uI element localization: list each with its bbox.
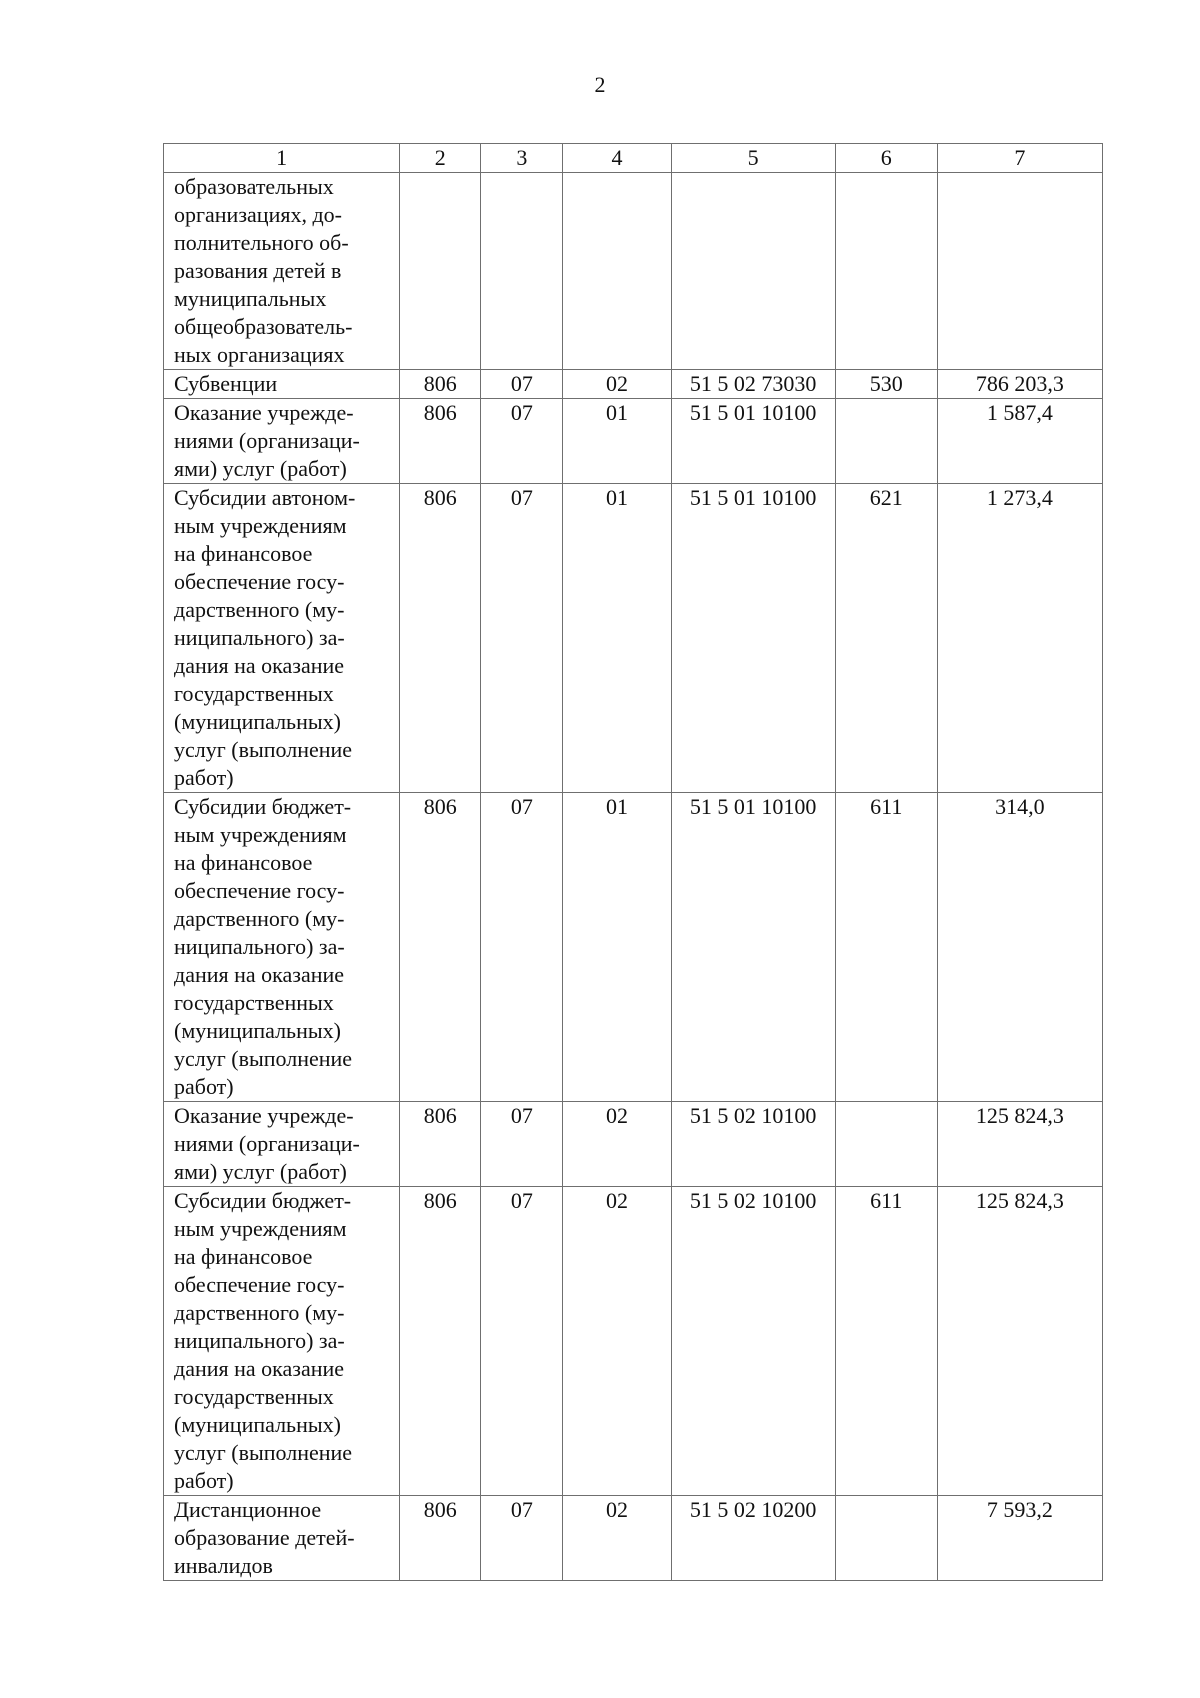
cell-name-line: работ) <box>174 1468 234 1493</box>
cell-admin-code: 806 <box>400 793 481 1102</box>
cell-amount: 7 593,2 <box>937 1496 1102 1581</box>
cell-amount: 125 824,3 <box>937 1187 1102 1496</box>
column-header-1: 1 <box>164 144 400 173</box>
cell-name-line: ниципального) за- <box>174 625 345 650</box>
cell-name <box>164 1102 400 1187</box>
cell-subsection: 01 <box>563 399 671 484</box>
budget-table <box>163 143 1103 1581</box>
cell-target-article: 51 5 01 10100 <box>671 399 835 484</box>
table-row <box>164 1187 1103 1496</box>
column-header-3: 3 <box>481 144 563 173</box>
cell-name <box>164 370 400 399</box>
cell-target-article: 51 5 01 10100 <box>671 793 835 1102</box>
cell-name-line: Дистанционное <box>174 1497 322 1522</box>
column-header-2: 2 <box>400 144 481 173</box>
cell-name-line: общеобразователь- <box>174 314 353 339</box>
cell-name-line: образование детей- <box>174 1525 355 1550</box>
cell-name-line: дания на оказание <box>174 962 345 987</box>
header-row <box>164 144 1103 173</box>
cell-name-line: на финансовое <box>174 850 313 875</box>
cell-name <box>164 1187 400 1496</box>
cell-amount: 1 273,4 <box>937 484 1102 793</box>
cell-admin-code: 806 <box>400 1496 481 1581</box>
table-row <box>164 1102 1103 1187</box>
cell-subsection: 01 <box>563 793 671 1102</box>
cell-admin-code: 806 <box>400 399 481 484</box>
cell-admin-code: 806 <box>400 1102 481 1187</box>
cell-target-article: 51 5 02 10200 <box>671 1496 835 1581</box>
cell-name-line: обеспечение госу- <box>174 569 345 594</box>
cell-expense-type <box>835 1102 937 1187</box>
cell-section: 07 <box>481 1187 563 1496</box>
cell-expense-type <box>835 173 937 370</box>
cell-name-line: организациях, до- <box>174 202 342 227</box>
cell-expense-type: 530 <box>835 370 937 399</box>
cell-name-line: муниципальных <box>174 286 327 311</box>
cell-expense-type: 621 <box>835 484 937 793</box>
cell-name-line: государственных <box>174 1384 334 1409</box>
cell-subsection <box>563 173 671 370</box>
cell-name-line: дарственного (му- <box>174 597 345 622</box>
cell-target-article: 51 5 02 10100 <box>671 1187 835 1496</box>
cell-amount: 786 203,3 <box>937 370 1102 399</box>
table-row <box>164 484 1103 793</box>
cell-subsection: 02 <box>563 1496 671 1581</box>
cell-expense-type: 611 <box>835 793 937 1102</box>
cell-expense-type <box>835 1496 937 1581</box>
cell-section: 07 <box>481 484 563 793</box>
cell-name-line: на финансовое <box>174 541 313 566</box>
cell-target-article: 51 5 01 10100 <box>671 484 835 793</box>
cell-name-line: ниями (организаци- <box>174 1131 360 1156</box>
column-header-6: 6 <box>835 144 937 173</box>
table-row <box>164 1496 1103 1581</box>
cell-name-line: полнительного об- <box>174 230 349 255</box>
cell-name-line: ями) услуг (работ) <box>174 456 347 481</box>
cell-name <box>164 399 400 484</box>
cell-section <box>481 173 563 370</box>
cell-name-line: работ) <box>174 765 234 790</box>
cell-name-line: Субсидии бюджет- <box>174 1188 352 1213</box>
cell-name-line: (муниципальных) <box>174 1018 341 1043</box>
cell-admin-code: 806 <box>400 484 481 793</box>
cell-name-line: образовательных <box>174 174 334 199</box>
cell-name-line: работ) <box>174 1074 234 1099</box>
cell-amount: 314,0 <box>937 793 1102 1102</box>
cell-section: 07 <box>481 370 563 399</box>
cell-name-line: обеспечение госу- <box>174 878 345 903</box>
cell-name-line: ным учреждениям <box>174 1216 347 1241</box>
cell-name-line: на финансовое <box>174 1244 313 1269</box>
table-row <box>164 173 1103 370</box>
cell-section: 07 <box>481 399 563 484</box>
cell-subsection: 01 <box>563 484 671 793</box>
cell-name-line: инвалидов <box>174 1553 273 1578</box>
cell-name-line: государственных <box>174 990 334 1015</box>
cell-name-line: Субвенции <box>174 371 278 396</box>
page-number: 2 <box>594 72 606 97</box>
cell-amount: 1 587,4 <box>937 399 1102 484</box>
cell-subsection: 02 <box>563 1102 671 1187</box>
column-header-5: 5 <box>671 144 835 173</box>
cell-subsection: 02 <box>563 370 671 399</box>
table-row <box>164 793 1103 1102</box>
cell-target-article: 51 5 02 73030 <box>671 370 835 399</box>
cell-name-line: ниципального) за- <box>174 1328 345 1353</box>
cell-name-line: (муниципальных) <box>174 1412 341 1437</box>
cell-name-line: разования детей в <box>174 258 342 283</box>
cell-admin-code: 806 <box>400 1187 481 1496</box>
cell-section: 07 <box>481 1496 563 1581</box>
table-row <box>164 370 1103 399</box>
cell-name-line: ным учреждениям <box>174 513 347 538</box>
cell-name-line: ниями (организаци- <box>174 428 360 453</box>
cell-name-line: Оказание учрежде- <box>174 1103 354 1128</box>
cell-name-line: услуг (выполнение <box>174 1046 353 1071</box>
cell-name <box>164 1496 400 1581</box>
cell-section: 07 <box>481 793 563 1102</box>
cell-subsection: 02 <box>563 1187 671 1496</box>
cell-name-line: Субсидии бюджет- <box>174 794 352 819</box>
cell-name-line: дарственного (му- <box>174 906 345 931</box>
cell-name-line: дания на оказание <box>174 653 345 678</box>
cell-admin-code: 806 <box>400 370 481 399</box>
cell-name <box>164 484 400 793</box>
cell-amount <box>937 173 1102 370</box>
cell-name-line: ями) услуг (работ) <box>174 1159 347 1184</box>
cell-name-line: услуг (выполнение <box>174 737 353 762</box>
cell-name <box>164 173 400 370</box>
cell-name-line: дания на оказание <box>174 1356 345 1381</box>
column-header-7: 7 <box>937 144 1102 173</box>
cell-section: 07 <box>481 1102 563 1187</box>
cell-name-line: государственных <box>174 681 334 706</box>
cell-expense-type <box>835 399 937 484</box>
cell-name-line: обеспечение госу- <box>174 1272 345 1297</box>
cell-name <box>164 793 400 1102</box>
cell-target-article: 51 5 02 10100 <box>671 1102 835 1187</box>
cell-target-article <box>671 173 835 370</box>
cell-name-line: (муниципальных) <box>174 709 341 734</box>
column-header-4: 4 <box>563 144 671 173</box>
table-body <box>164 173 1103 1581</box>
cell-name-line: ниципального) за- <box>174 934 345 959</box>
cell-name-line: ных организациях <box>174 342 345 367</box>
cell-amount: 125 824,3 <box>937 1102 1102 1187</box>
cell-name-line: дарственного (му- <box>174 1300 345 1325</box>
cell-name-line: Оказание учрежде- <box>174 400 354 425</box>
cell-name-line: Субсидии автоном- <box>174 485 356 510</box>
cell-name-line: услуг (выполнение <box>174 1440 353 1465</box>
cell-name-line: ным учреждениям <box>174 822 347 847</box>
cell-expense-type: 611 <box>835 1187 937 1496</box>
table-row <box>164 399 1103 484</box>
cell-admin-code <box>400 173 481 370</box>
